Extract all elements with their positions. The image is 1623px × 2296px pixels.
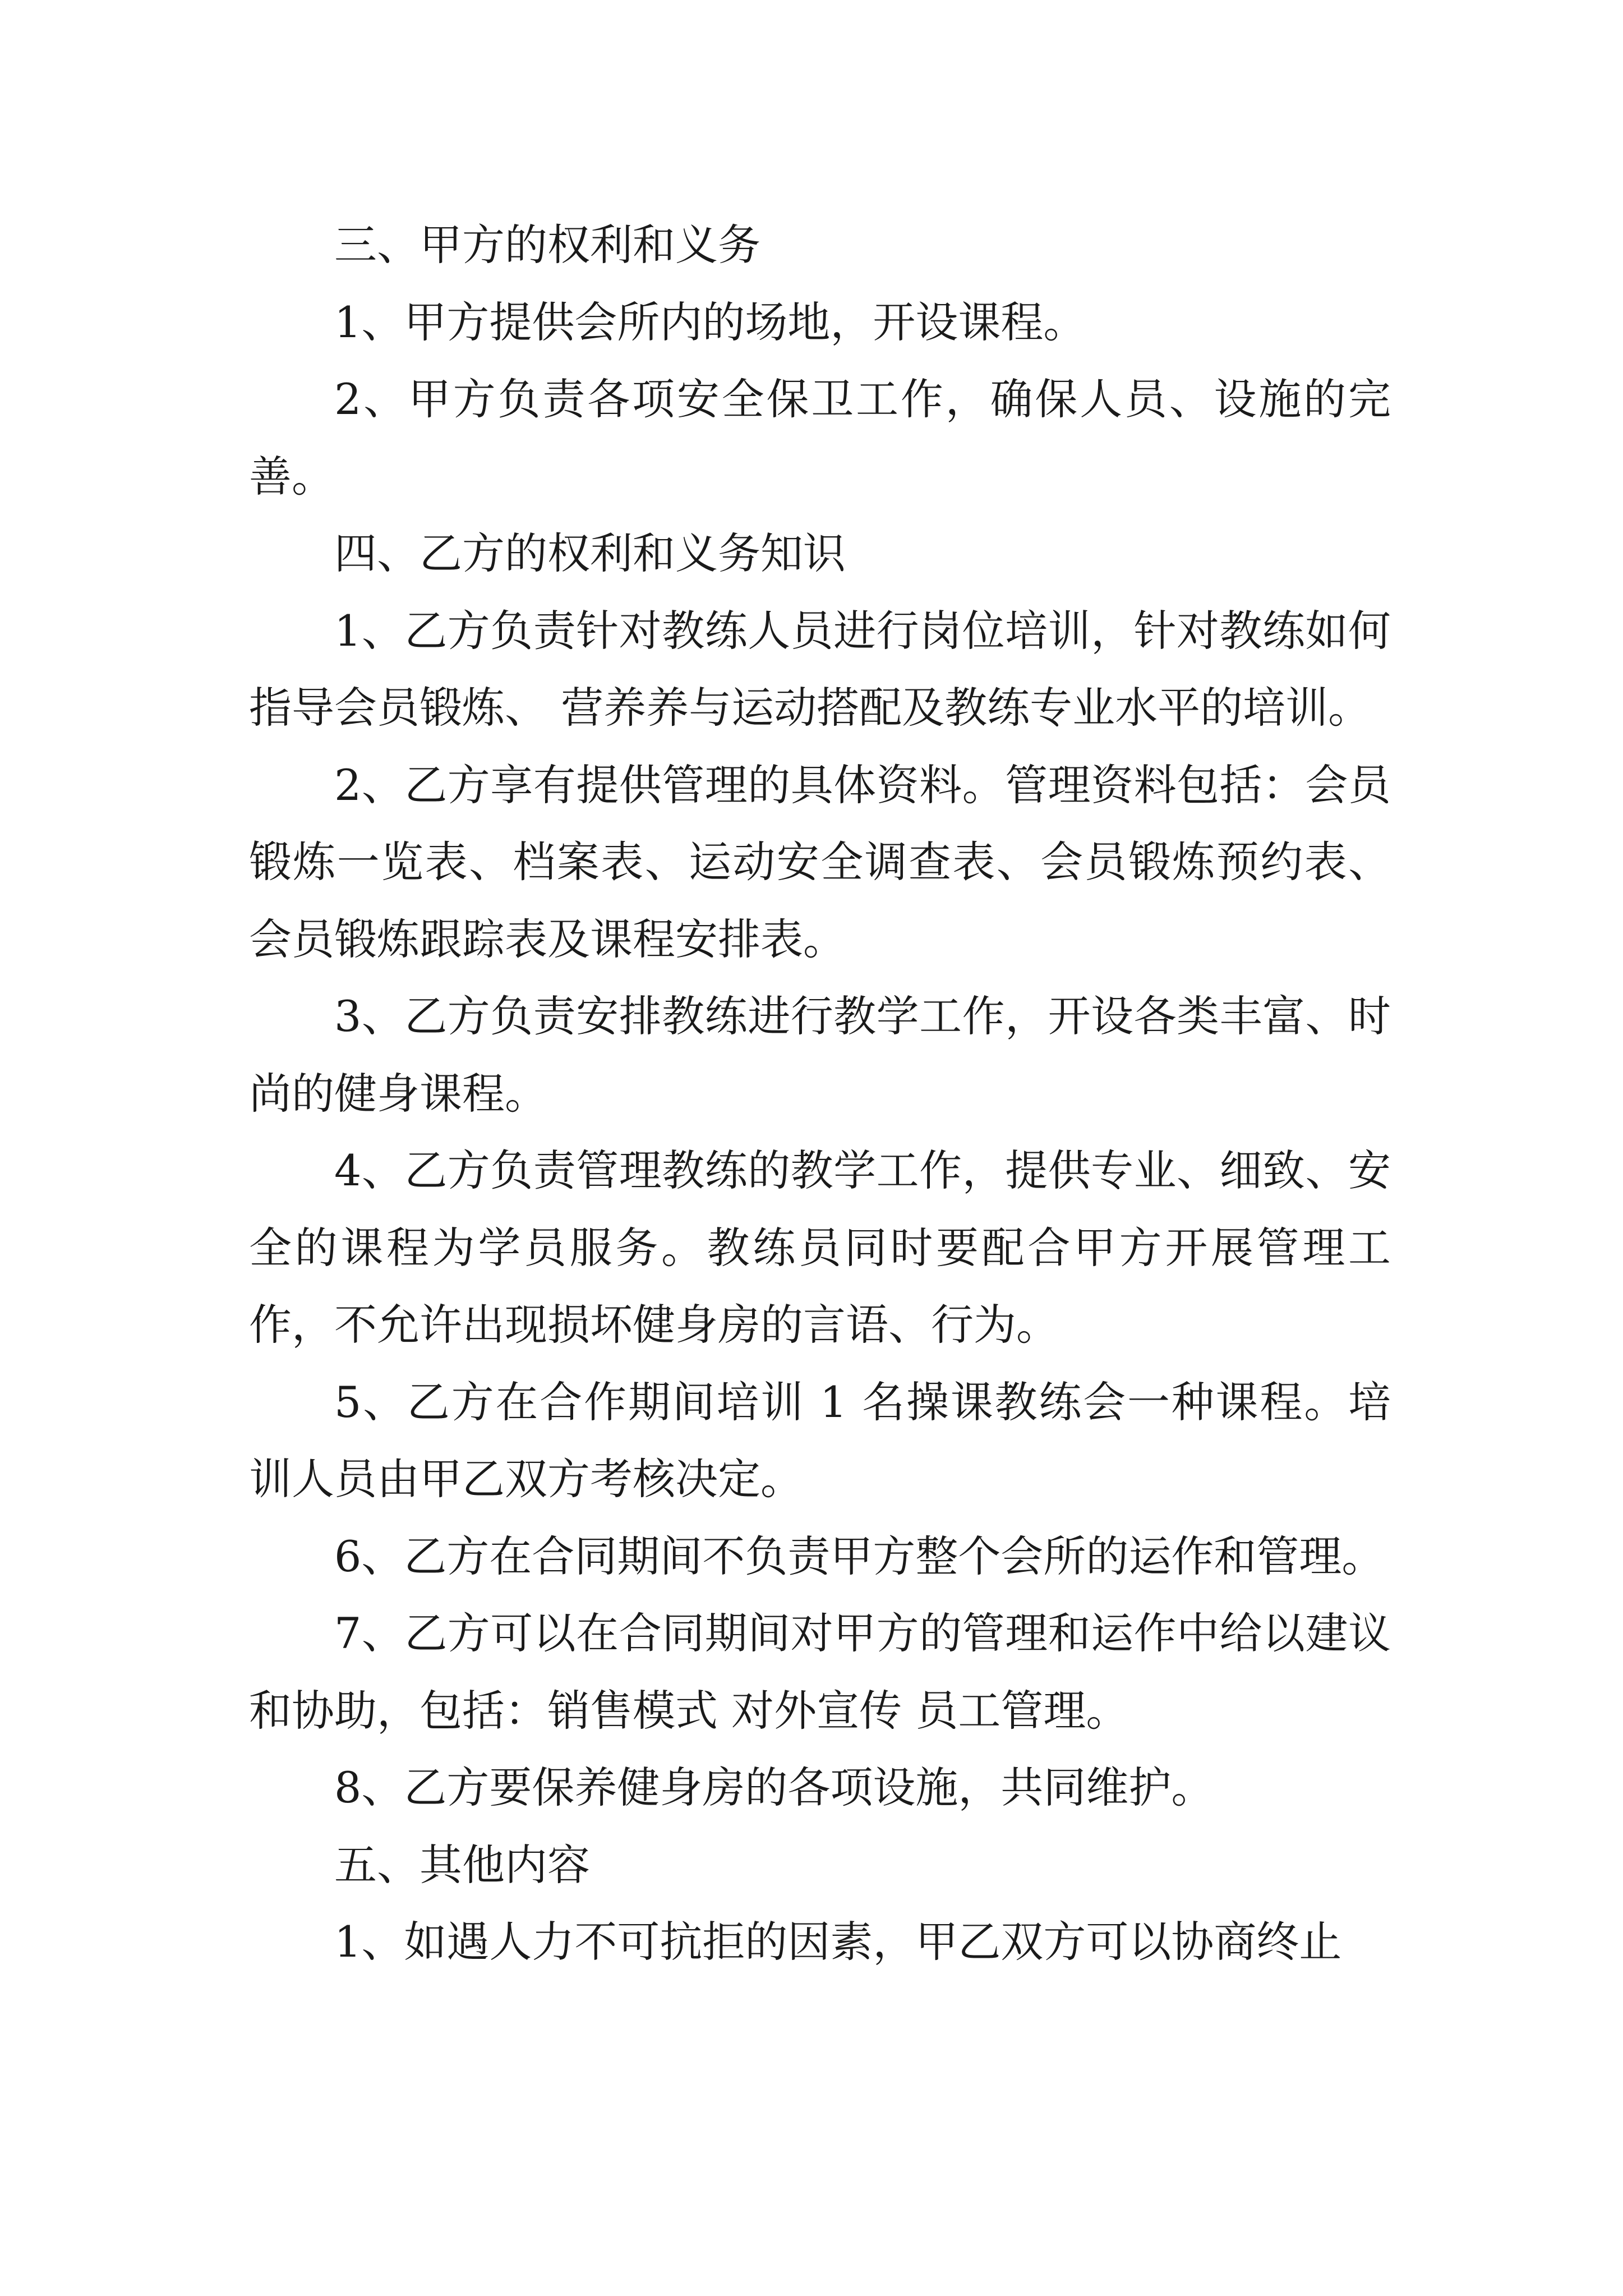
section-heading-other: 五、其他内容 bbox=[334, 1839, 590, 1890]
paragraph: 2、乙方享有提供管理的具体资料。管理资料包括：会员锻炼一览表、档案表、运动安全调查表、会员锻炼预约表、会员锻炼跟踪表及课程安排表。 bbox=[249, 760, 1391, 964]
paragraph: 1、甲方提供会所内的场地，开设课程。 bbox=[334, 297, 1086, 347]
paragraph: 6、乙方在合同期间不负责甲方整个会所的运作和管理。 bbox=[334, 1531, 1385, 1581]
paragraph: 4、乙方负责管理教练的教学工作，提供专业、细致、安全的课程为学员服务。教练员同时要配合甲方开展管理工作，不允许出现损坏健身房的言语、行为。 bbox=[249, 1145, 1391, 1350]
section-heading-party-a-rights: 三、甲方的权利和义务 bbox=[334, 220, 760, 270]
paragraph: 2、甲方负责各项安全保卫工作，确保人员、设施的完善。 bbox=[249, 374, 1391, 501]
section-heading-party-b-rights: 四、乙方的权利和义务知识 bbox=[334, 528, 846, 578]
paragraph: 8、乙方要保养健身房的各项设施，共同维护。 bbox=[334, 1763, 1214, 1812]
paragraph: 3、乙方负责安排教练进行教学工作，开设各类丰富、时尚的健身课程。 bbox=[249, 991, 1391, 1119]
paragraph: 1、如遇人力不可抗拒的因素，甲乙双方可以协商终止 bbox=[334, 1917, 1342, 1967]
document-body bbox=[249, 206, 1391, 1981]
paragraph: 1、乙方负责针对教练人员进行岗位培训，针对教练如何指导会员锻炼、 营养养与运动搭配及教练专业水平的培训。 bbox=[249, 605, 1391, 733]
paragraph: 5、乙方在合作期间培训 1 名操课教练会一种课程。培训人员由甲乙双方考核决定。 bbox=[249, 1377, 1391, 1504]
paragraph: 7、乙方可以在合同期间对甲方的管理和运作中给以建议和协助，包括：销售模式 对外宣传 员工管理。 bbox=[249, 1608, 1391, 1736]
